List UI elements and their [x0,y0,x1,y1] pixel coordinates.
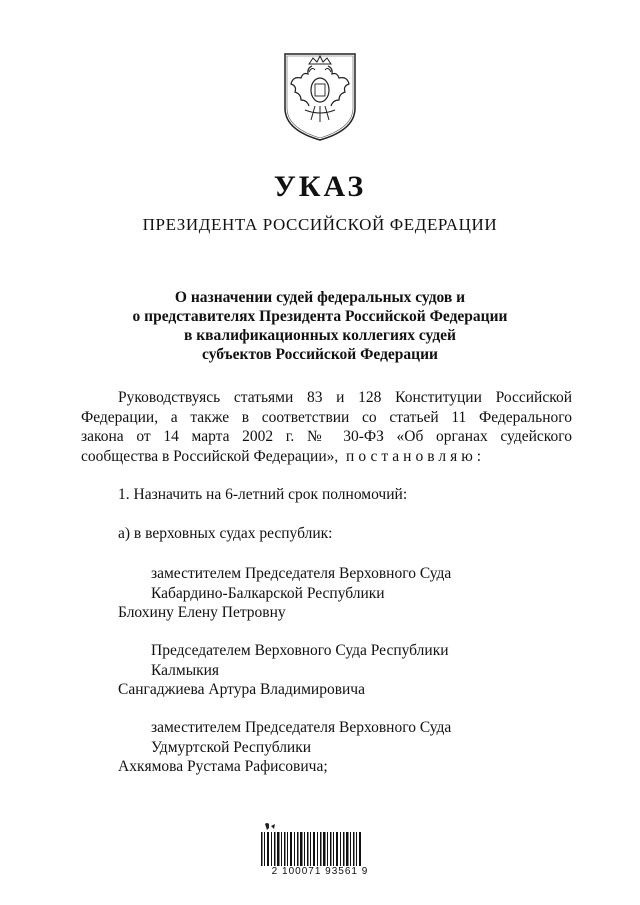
heading-line: в квалификационных коллегиях судей [184,327,456,344]
item-a: а) в верховных судах республик: [118,525,333,542]
appointment-entry [118,641,449,700]
appointee-name: Блохину Елену Петровну [118,604,286,621]
appointment-position: Председателем Верховного Суда Республики [151,642,449,659]
decree-word: постановляю: [346,447,486,465]
heading-line: О назначении судей федеральных судов и [174,289,466,306]
decree-title: УКАЗ [273,170,367,203]
appointment-position: Калмыкия [151,661,220,679]
appointment-entry [118,564,451,623]
preamble-line: Федерации, а также в соответствии со статьей 11 Федерального [81,408,572,426]
preamble-paragraph [81,388,572,466]
item-1: 1. Назначить на 6-летний срок полномочий: [118,486,408,503]
decree-heading [0,288,640,364]
appointee-name: Сангаджиева Артура Владимировича [118,681,365,698]
heading-line: о представителях Президента Российской Федерации [132,308,508,325]
preamble-line: Руководствуясь статьями 83 и 128 Конституции Российской [118,389,572,406]
double-headed-eagle-emblem-icon [279,50,361,142]
preamble-line: закона от 14 марта 2002 г. № 30-ФЗ «Об органах судейского [81,428,572,445]
barcode-number: 2 100071 93561 9 [271,866,369,877]
appointment-position: заместителем Председателя Верховного Суда [151,565,452,582]
appointment-entry [118,718,451,777]
heading-line: субъектов Российской Федерации [202,346,438,363]
appointee-name: Ахкямова Рустама Рафисовича; [118,758,328,775]
appointment-position: Удмуртской Республики [151,738,312,756]
preamble-line: сообщества в Российской Федерации», постановляю: [81,447,486,465]
decree-subtitle: ПРЕЗИДЕНТА РОССИЙСКОЙ ФЕДЕРАЦИИ [142,215,498,234]
appointment-position: Кабардино-Балкарской Республики [151,584,385,602]
appointment-position: заместителем Председателя Верховного Суда [151,719,452,736]
